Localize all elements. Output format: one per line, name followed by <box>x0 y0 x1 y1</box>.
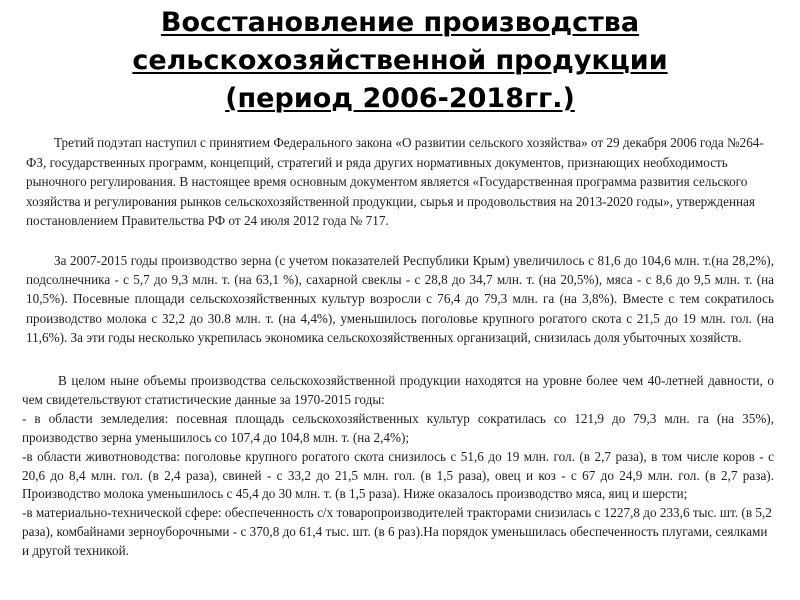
statistics-intro: В целом ныне объемы производства сельскохозяйственной продукции находятся на уровне более чем 40-летней давности, о чем свидетельствуют статистические данные за 1970-2015 годы: <box>22 373 774 407</box>
list-item-machinery: -в материально-технической сфере: обеспеченность с/х товаропроизводителей тракторами снизилась с 1227,8 до 233,6 тыс. шт. (в 5,2 раза), комбайнами зерноуборочными - с 370,8 до 61,4 тыс. шт. (в 6 раз).На порядок уменьшилась обеспеченность плугами, сеялками и другой техникой. <box>22 505 772 559</box>
page-title <box>40 4 760 118</box>
title-line-3: (период 2006-2018гг.) <box>225 83 575 114</box>
paragraph-production-2007-2015: За 2007-2015 годы производство зерна (с учетом показателей Республики Крым) увеличилось с 81,6 до 104,6 млн. т.(на 28,2%), подсолнечника - с 5,7 до 9,3 млн. т. (на 63,1 %), сахарной свеклы - с 28,8 до 34,7 млн. т. (на 20,5%), мяса - с 8,6 до 9,5 млн. т. (на 10,5%). Посевные площади сельскохозяйственных культур возросли с 76,4 до 79,3 млн. га (на 3,8%). Вместе с тем сократилось производство молока с 32,2 до 30.8 млн. т. (на 4,4%), уменьшилось поголовье крупного рогатого скота с 21,5 до 19 млн. гол. (на 11,6%). За эти годы несколько укрепилась экономика сельскохозяйственных организаций, снизилась доля убыточных хозяйств. <box>26 253 774 345</box>
list-item-livestock: -в области животноводства: поголовье крупного рогатого скота снизилось с 51,6 до 19 млн. гол. (в 2,7 раза), в том числе коров - с 20,6 до 8,4 млн. гол. (в 2,4 раза), свиней - с 33,2 до 21,5 млн. гол. (в 1,5 раза), овец и коз - с 67 до 24,9 млн. гол. (в 2,7 раза). Производство молока уменьшилось с 45,4 до 30 млн. т. (в 1,5 раза). Ниже оказалось производство мяса, яиц и шерсти; <box>22 448 774 502</box>
paragraph-third-substage: Третий подэтап наступил с принятием Федерального закона «О развитии сельского хозяйства» от 29 декабря 2006 года №264-ФЗ, государственных программ, концепций, стратегий и ряда других нормативных документов, признающих необходимость рыночного регулирования. В настоящее время основным документом является «Государственная программа развития сельского хозяйства и регулирования рынков сельскохозяйственной продукции, сырья и продовольствия на 2013-2020 годы», утвержденная постановлением Правительства РФ от 24 июля 2012 года № 717. <box>26 135 764 228</box>
paragraph-statistics-1970-2015 <box>22 372 774 561</box>
title-line-1: Восстановление производства <box>160 7 640 38</box>
title-line-2: сельскохозяйственной продукции <box>132 45 668 76</box>
list-item-agriculture: - в области земледелия: посевная площадь сельскохозяйственных культур сократилась со 121,9 до 79,3 млн. га (на 35%), производство зерна уменьшилось со 107,4 до 104,8 млн. т. (на 2,4%); <box>22 410 774 445</box>
